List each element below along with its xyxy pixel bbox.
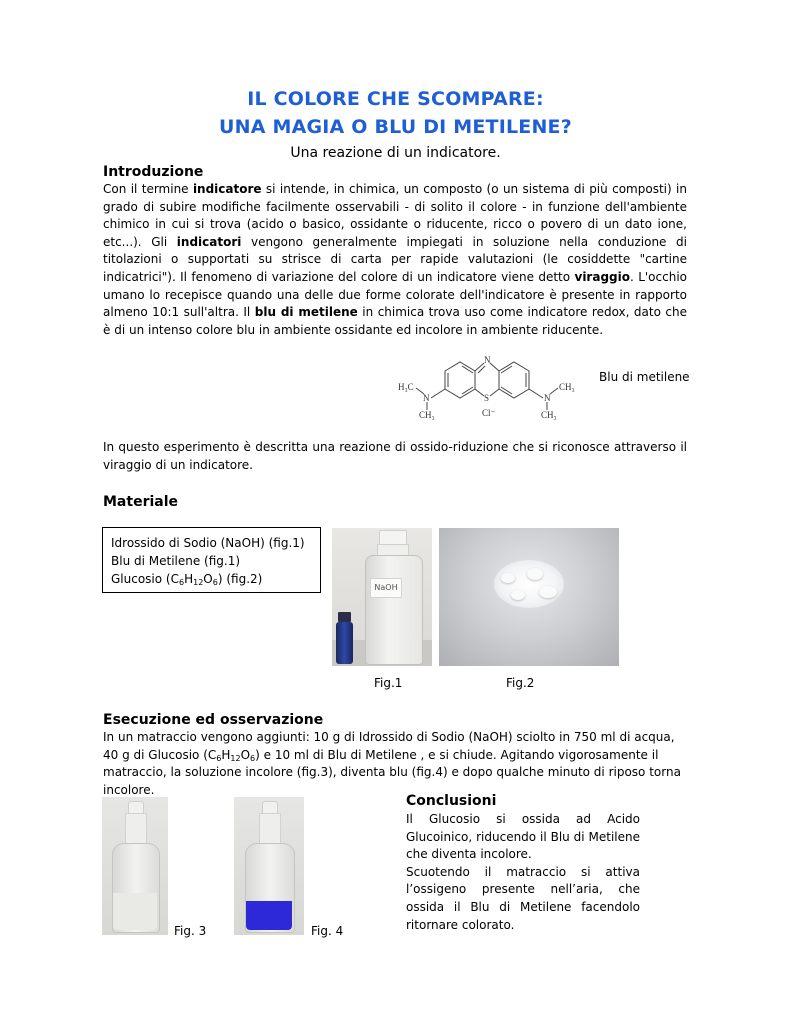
materials-list: [102, 527, 321, 593]
fig1-caption: Fig.1: [374, 676, 403, 690]
left-n-label: N: [423, 393, 430, 403]
material-item-methylene-blue: Blu di Metilene (fig.1): [111, 554, 241, 568]
intro-paragraph: Con il termine indicatore si intende, in chimica, un composto (o un sistema di più composti) in grado di subire modifiche facilmente osservabili - di solito il colore - in funzione dell'ambiente chimico in cui si trova (acido o basico, ossidante o riducente, ricco o povero di un dato ione, etc...). Gli indicatori vengono generalmente impiegati in soluzione nella conduzione di titolazioni o supportati su strisce di carta per rapide valutazioni (le cosiddette "cartine indicatrici"). Il fenomeno di variazione del colore di un indicatore viene detto viraggio. L'occhio umano lo recepisce quando una delle due forme colorate dell'indicatore è presente in rapporto almeno 10:1 sull'altra. Il blu di metilene in chimica trova uso come indicatore redox, dato che è di un intenso colore blu in ambiente ossidante ed incolore in ambiente riducente.: [103, 182, 688, 337]
procedure-paragraph: In un matraccio vengono aggiunti: 10 g di Idrossido di Sodio (NaOH) sciolto in 750 ml di acqua, 40 g di Glucosio $(C_6H_{12}O_6)$ e 10 ml di Blu di Metilene , e si chiude. Agitando vigorosamente il matraccio, la soluzione incolore (fig.3), diventa blu (fig.4) e dopo qualche minuto di riposo torna incolore.: [103, 730, 681, 797]
left-methyl-top: H₃C: [398, 382, 414, 392]
material-item-naoh: Idrossido di Sodio (NaOH) (fig.1): [111, 536, 305, 550]
fig2-caption: Fig.2: [506, 676, 535, 690]
left-methyl-bottom: CH₃: [419, 410, 435, 420]
right-n-label: N: [544, 393, 551, 403]
chloride-label: Cl⁻: [482, 408, 496, 418]
conclusions-heading: Conclusioni: [406, 793, 497, 809]
bottle-label: NaOH: [370, 578, 402, 598]
right-methyl-top: CH₃: [559, 382, 575, 392]
page-title-line2: UNA MAGIA O BLU DI METILENE?: [219, 116, 572, 138]
fig3-caption: Fig. 3: [174, 924, 207, 938]
fig1-photo: [332, 528, 432, 666]
atom-s-label: S: [484, 393, 490, 403]
page-subtitle: Una reazione di un indicatore.: [290, 145, 501, 161]
atom-n-label: N: [484, 355, 491, 365]
material-item-glucose: Glucosio $(C_6H_{12}O_6)$ (fig.2): [111, 572, 263, 587]
materials-heading: Materiale: [103, 494, 179, 510]
fig4-photo: [234, 797, 304, 935]
conclusions-p2: Scuotendo il matraccio si attiva l’ossigeno presente nell’aria, che ossida il Blu di Metilene facendolo ritornare colorato.: [406, 864, 640, 932]
fig3-photo: [102, 797, 168, 935]
right-methyl-bottom: CH₃: [541, 410, 557, 420]
page-title-line1: IL COLORE CHE SCOMPARE:: [247, 88, 544, 110]
fig2-photo: [439, 528, 619, 666]
methylene-blue-structure: [396, 350, 586, 432]
conclusions-p1: Il Glucosio si ossida ad Acido Glucoinico, riducendo il Blu di Metilene che diventa incolore.: [406, 812, 640, 862]
structure-caption: Blu di metilene: [599, 370, 690, 384]
conclusions-text: [406, 811, 640, 934]
procedure-heading: Esecuzione ed osservazione: [103, 712, 324, 728]
intro-heading: Introduzione: [103, 164, 204, 180]
fig4-caption: Fig. 4: [311, 924, 344, 938]
experiment-intro: In questo esperimento è descritta una reazione di ossido-riduzione che si riconosce attraverso il viraggio di un indicatore.: [103, 440, 687, 472]
